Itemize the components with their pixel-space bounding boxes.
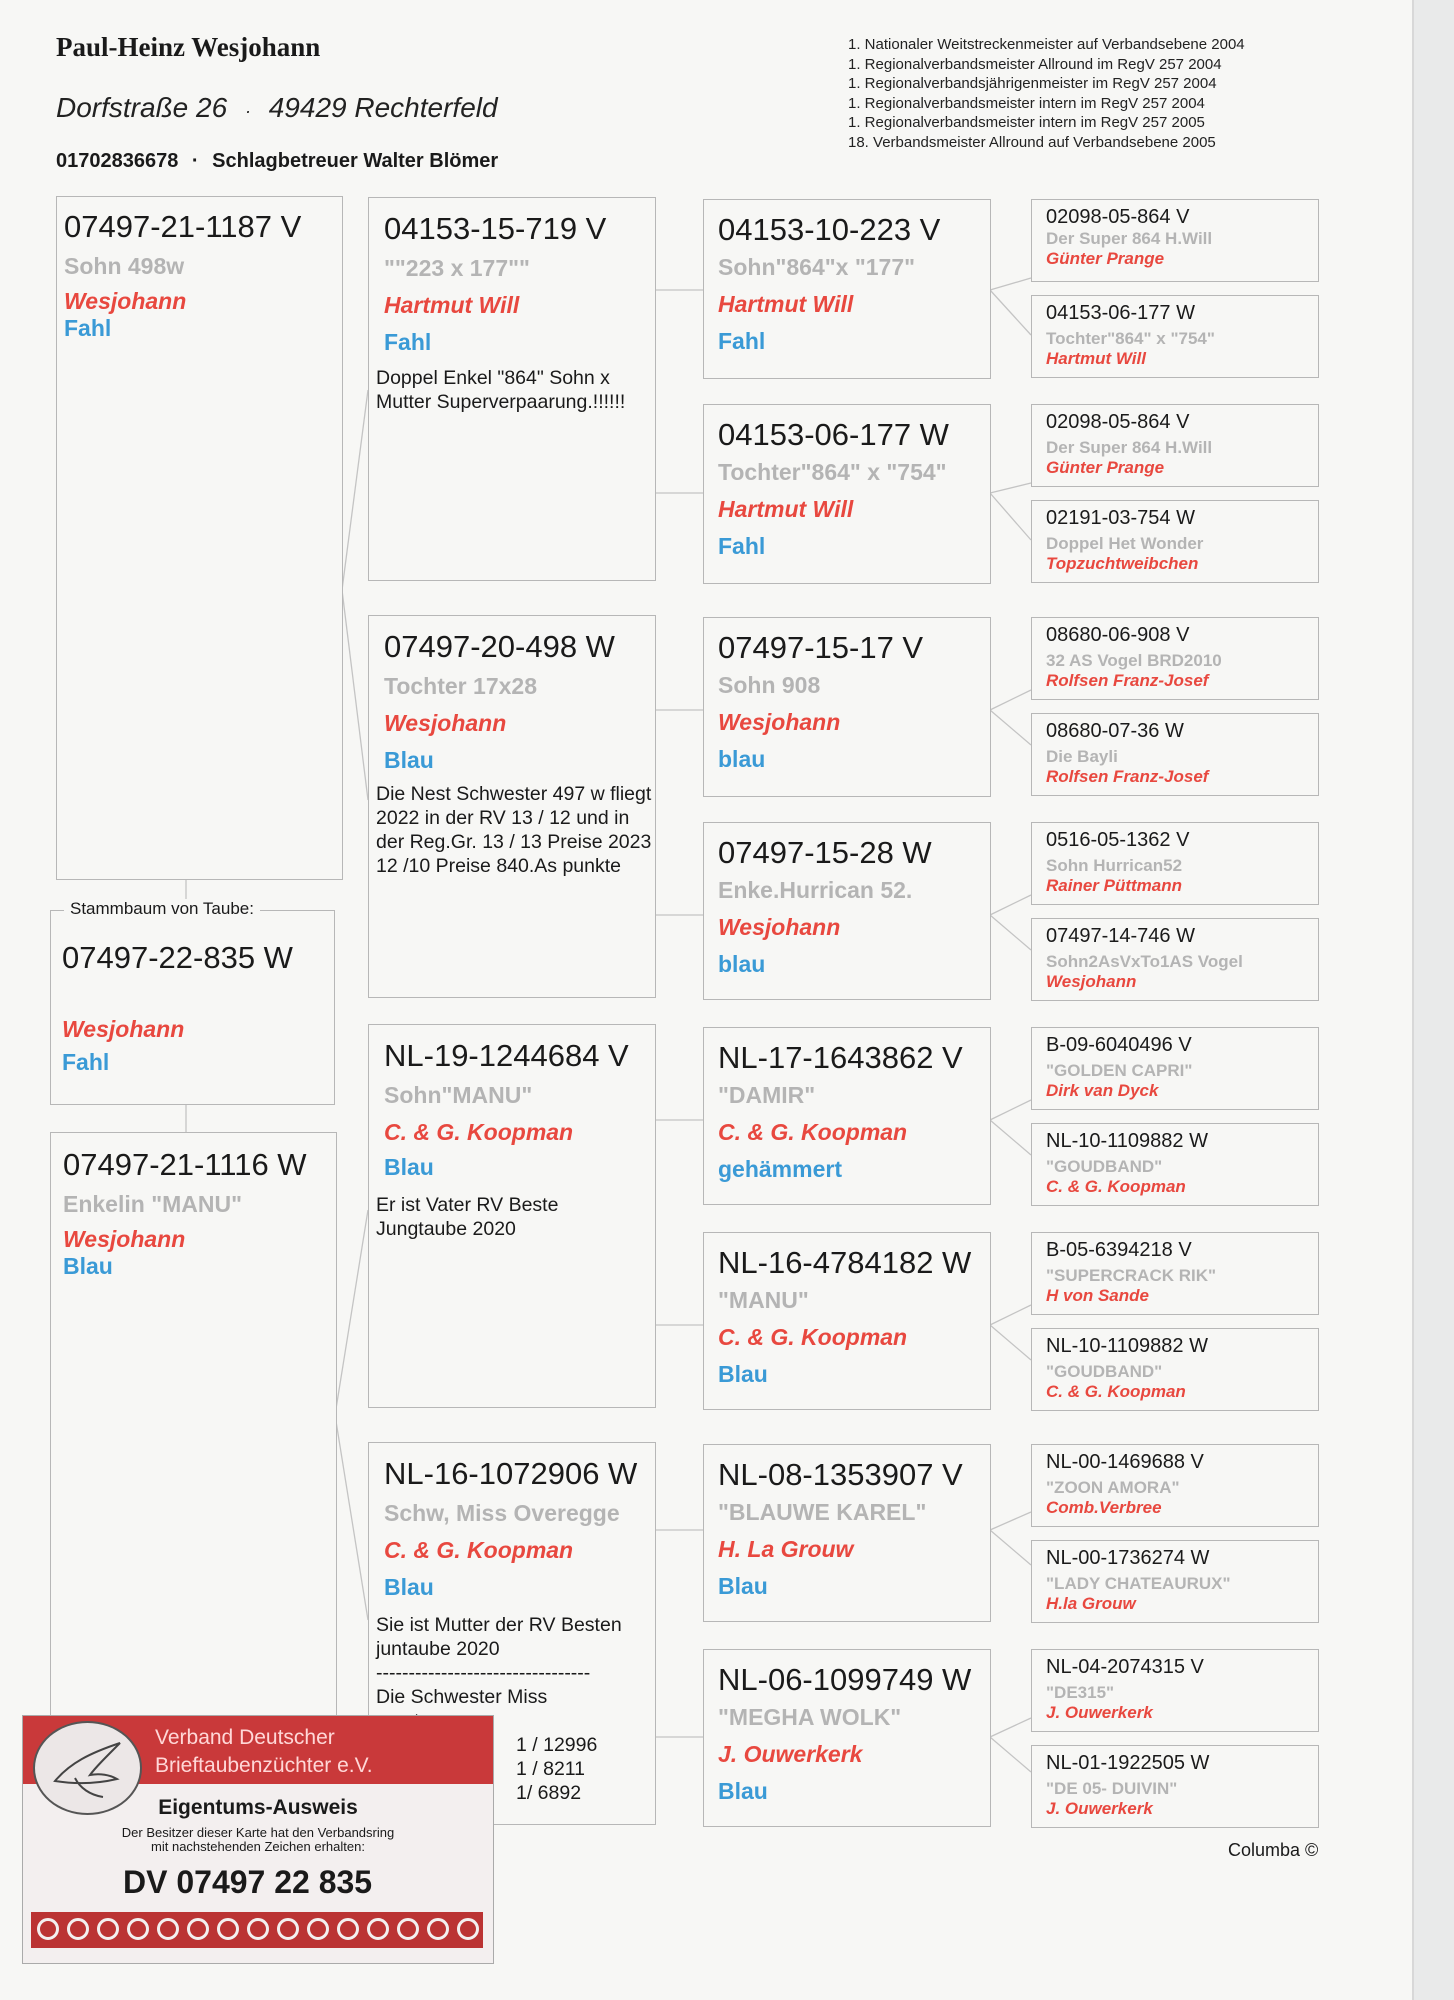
pigeon-name: "SUPERCRACK RIK" (1046, 1266, 1217, 1285)
card-text-line: mit nachstehenden Zeichen erhalten: (151, 1839, 365, 1854)
ring-number: 04153-10-223 V (718, 212, 941, 247)
pigeon-name: "BLAUWE KAREL" (718, 1499, 927, 1525)
pigeon-name: "DAMIR" (718, 1082, 816, 1108)
ring-number: 07497-15-28 W (718, 835, 932, 870)
pigeon-name: "GOUDBAND" (1046, 1157, 1163, 1176)
great-grandparent-card[interactable] (703, 1649, 991, 1827)
pigeon-name: Sohn Hurrican52 (1046, 856, 1183, 875)
ring-number: 07497-14-746 W (1046, 925, 1195, 947)
gg-grandparent-card[interactable] (1031, 1444, 1319, 1527)
breeder-name: Rolfsen Franz-Josef (1046, 767, 1209, 786)
card-title: Eigentums-Ausweis (158, 1796, 358, 1819)
color-label: Blau (718, 1361, 768, 1387)
breeder-name: C. & G. Koopman (718, 1119, 908, 1145)
card-org-line: Brieftaubenzüchter e.V. (155, 1754, 373, 1777)
achievement-item: 18. Verbandsmeister Allround auf Verbandsebene 2005 (848, 133, 1216, 151)
breeder-name: H. La Grouw (718, 1536, 854, 1562)
pigeon-name: Enke.Hurrican 52. (718, 877, 913, 903)
ring-number: NL-10-1109882 W (1046, 1130, 1208, 1152)
great-grandparent-card[interactable] (703, 199, 991, 379)
grandparent-card[interactable] (368, 197, 656, 581)
grandparent-card[interactable] (368, 1024, 656, 1408)
breeder-name: Dirk van Dyck (1046, 1081, 1159, 1100)
pigeon-name: Sohn2AsVxTo1AS Vogel (1046, 952, 1243, 971)
mother-card[interactable] (50, 1132, 337, 1717)
breeder-name: Wesjohann (718, 709, 841, 735)
pigeon-name: "MEGHA WOLK" (718, 1704, 902, 1730)
breeder-name: Wesjohann (64, 288, 187, 314)
pigeon-name: Der Super 864 H.Will (1046, 229, 1213, 248)
gg-grandparent-card[interactable] (1031, 1649, 1319, 1732)
breeder-name: Rainer Püttmann (1046, 876, 1183, 895)
ring-number: 07497-21-1187 V (64, 209, 302, 244)
breeder-name: C. & G. Koopman (384, 1537, 574, 1563)
ring-number: NL-04-2074315 V (1046, 1656, 1204, 1678)
breeder-name: Hartmut Will (1046, 349, 1146, 368)
breeder-name: Wesjohann (63, 1226, 186, 1252)
father-card[interactable] (56, 196, 343, 880)
pigeon-name: "LADY CHATEAURUX" (1046, 1574, 1231, 1593)
breeder-name: C. & G. Koopman (1046, 1177, 1186, 1196)
ring-number: 02098-05-864 V (1046, 411, 1190, 433)
breeder-name: Hartmut Will (718, 291, 854, 317)
gg-grandparent-card[interactable] (1031, 918, 1319, 1001)
card-text-line: Der Besitzer dieser Karte hat den Verbandsring (121, 1825, 395, 1840)
card-org (155, 1724, 373, 1780)
pigeon-name: Tochter 17x28 (384, 673, 537, 699)
note-line: 1 / 8211 (516, 1758, 586, 1780)
gg-grandparent-card[interactable] (1031, 1540, 1319, 1623)
achievement-item: 1. Regionalverbandsmeister intern im RegV 257 2005 (848, 114, 1205, 131)
ring-number: 07497-15-17 V (718, 630, 924, 665)
ring-number: NL-16-4784182 W (718, 1245, 972, 1280)
pigeon-name: 32 AS Vogel BRD2010 (1046, 651, 1222, 670)
caretaker: Schlagbetreuer Walter Blömer (212, 150, 499, 172)
address-street: Dorfstraße 26 (56, 92, 228, 123)
ring-number: 08680-06-908 V (1046, 624, 1190, 646)
gg-grandparent-card[interactable] (1031, 713, 1319, 796)
breeder-name: C. & G. Koopman (384, 1119, 574, 1145)
pigeon-name: "MANU" (718, 1287, 809, 1313)
great-grandparent-card[interactable] (703, 1027, 991, 1205)
breeder-name: Wesjohann (384, 710, 507, 736)
great-grandparent-card[interactable] (703, 404, 991, 584)
pigeon-name: "DE315" (1046, 1683, 1115, 1702)
achievement-item: 1. Regionalverbandsjährigenmeister im RegV 257 2004 (848, 75, 1217, 92)
ring-number: 02191-03-754 W (1046, 507, 1195, 529)
pigeon-name: ""223 x 177"" (384, 255, 530, 281)
card-text (23, 1826, 493, 1854)
pigeon-name: Schw, Miss Overegge (384, 1500, 620, 1526)
ring-number: NL-16-1072906 W (384, 1456, 638, 1491)
color-label: gehämmert (718, 1156, 842, 1182)
breeder-name: J. Ouwerkerk (718, 1741, 863, 1767)
ring-number: NL-10-1109882 W (1046, 1335, 1208, 1357)
gg-grandparent-card[interactable] (1031, 500, 1319, 583)
breeder-name: H.la Grouw (1046, 1594, 1136, 1613)
breeder-name: J. Ouwerkerk (1046, 1799, 1153, 1818)
pigeon-note: Die Nest Schwester 497 w fliegt 2022 in der RV 13 / 12 und in der Reg.Gr. 13 / 13 Preise 2023 12 /10 Preise 840.As punkte (376, 783, 652, 877)
gg-grandparent-card[interactable] (1031, 1745, 1319, 1828)
grandparent-card[interactable] (368, 615, 656, 998)
card-ring-number: DV 07497 22 835 (123, 1864, 373, 1900)
breeder-name: H von Sande (1046, 1286, 1149, 1305)
color-label: Blau (718, 1778, 768, 1804)
note-line: Die Schwester Miss (376, 1686, 548, 1708)
ring-number: 07497-22-835 W (62, 940, 293, 975)
ring-number: 04153-06-177 W (718, 417, 949, 452)
pigeon-name: Sohn 908 (718, 672, 821, 698)
card-ornament-band (31, 1912, 483, 1948)
pigeon-name: Doppel Het Wonder (1046, 534, 1204, 553)
pigeon-note: Sie ist Mutter der RV Besten juntaube 2020 (376, 1614, 622, 1660)
ring-number: 02098-05-864 V (1046, 206, 1190, 228)
ownership-card (22, 1715, 494, 1964)
breeder-name: C. & G. Koopman (1046, 1382, 1186, 1401)
address-separator: · (244, 101, 251, 121)
gg-grandparent-card[interactable] (1031, 617, 1319, 700)
gg-grandparent-card[interactable] (1031, 404, 1319, 487)
color-label: Blau (384, 747, 434, 773)
address-city: 49429 Rechterfeld (268, 92, 498, 123)
ring-number: 07497-20-498 W (384, 629, 615, 664)
ring-number: NL-01-1922505 W (1046, 1752, 1210, 1774)
ring-number: 07497-21-1116 W (63, 1147, 307, 1182)
color-label: Blau (63, 1253, 113, 1279)
breeder-name: Wesjohann (62, 1016, 185, 1042)
ring-number: 04153-06-177 W (1046, 302, 1195, 324)
breeder-name: Günter Prange (1046, 458, 1165, 477)
pigeon-name: "ZOON AMORA" (1046, 1478, 1180, 1497)
gg-grandparent-card[interactable] (1031, 1328, 1319, 1411)
achievement-item: 1. Nationaler Weitstreckenmeister auf Verbandsebene 2004 (848, 36, 1245, 53)
breeder-name: C. & G. Koopman (718, 1324, 908, 1350)
ring-number: NL-19-1244684 V (384, 1038, 629, 1073)
note-line: 1 / 12996 (516, 1734, 598, 1756)
gg-grandparent-card[interactable] (1031, 1232, 1319, 1315)
ring-number: NL-17-1643862 V (718, 1040, 963, 1075)
gg-grandparent-card[interactable] (1031, 1027, 1319, 1110)
subject-label: Stammbaum von Taube: (64, 899, 260, 919)
ring-number: NL-00-1469688 V (1046, 1451, 1204, 1473)
copyright: Columba © (1228, 1840, 1319, 1860)
ring-number: 0516-05-1362 V (1046, 829, 1190, 851)
great-grandparent-card[interactable] (703, 1232, 991, 1410)
breeder-name: Wesjohann (1046, 972, 1137, 991)
note-line: 1/ 6892 (516, 1782, 582, 1804)
gg-grandparent-card[interactable] (1031, 295, 1319, 378)
ring-number: B-09-6040496 V (1046, 1034, 1192, 1056)
ring-number: NL-08-1353907 V (718, 1457, 963, 1492)
phone: 01702836678 (56, 150, 179, 172)
color-label: Blau (384, 1574, 434, 1600)
color-label: Fahl (718, 533, 766, 559)
pigeon-name: "GOUDBAND" (1046, 1362, 1163, 1381)
breeder-name: Topzuchtweibchen (1046, 554, 1199, 573)
pigeon-note: Er ist Vater RV Beste Jungtaube 2020 (376, 1194, 559, 1240)
ring-number: 08680-07-36 W (1046, 720, 1184, 742)
gg-grandparent-card[interactable] (1031, 822, 1319, 905)
ring-number: NL-00-1736274 W (1046, 1547, 1210, 1569)
pigeon-name: "GOLDEN CAPRI" (1046, 1061, 1193, 1080)
pigeon-name: Der Super 864 H.Will (1046, 438, 1213, 457)
gg-grandparent-card[interactable] (1031, 1123, 1319, 1206)
color-label: Fahl (718, 328, 766, 354)
pigeon-name: Die Bayli (1046, 747, 1118, 766)
pigeon-name: Tochter"864" x "754" (1046, 329, 1215, 348)
color-label: Fahl (62, 1049, 110, 1075)
subject-card[interactable] (62, 940, 293, 1076)
great-grandparent-card[interactable] (703, 822, 991, 1000)
phone-separator: · (191, 150, 199, 172)
ring-number: NL-06-1099749 W (718, 1662, 972, 1697)
breeder-name: Rolfsen Franz-Josef (1046, 671, 1209, 690)
pigeon-name: Tochter"864" x "754" (718, 459, 947, 485)
breeder-name: Wesjohann (718, 914, 841, 940)
color-label: blau (718, 951, 766, 977)
achievement-item: 1. Regionalverbandsmeister intern im RegV 257 2004 (848, 94, 1205, 112)
pigeon-name: Sohn"864"x "177" (718, 254, 916, 280)
pigeon-name: Enkelin "MANU" (63, 1191, 242, 1217)
ring-number: B-05-6394218 V (1046, 1239, 1192, 1261)
note-line: --------------------------------- (376, 1662, 591, 1684)
color-label: Blau (384, 1154, 434, 1180)
card-org-line: Verband Deutscher (155, 1726, 335, 1749)
great-grandparent-card[interactable] (703, 617, 991, 797)
color-label: Fahl (384, 329, 432, 355)
breeder-name: Hartmut Will (384, 292, 520, 318)
owner-name: Paul-Heinz Wesjohann (56, 32, 321, 62)
gg-grandparent-card[interactable] (1031, 199, 1319, 282)
ring-number: 04153-15-719 V (384, 211, 607, 246)
pigeon-name: "DE 05- DUIVIN" (1046, 1779, 1178, 1798)
pigeon-note: Doppel Enkel "864" Sohn x Mutter Superverpaarung.!!!!!! (376, 367, 626, 413)
breeder-name: Comb.Verbree (1046, 1498, 1162, 1517)
color-label: Blau (718, 1573, 768, 1599)
achievement-item: 1. Regionalverbandsmeister Allround im RegV 257 2004 (848, 55, 1222, 73)
breeder-name: Günter Prange (1046, 249, 1165, 268)
great-grandparent-card[interactable] (703, 1444, 991, 1622)
breeder-name: J. Ouwerkerk (1046, 1703, 1153, 1722)
breeder-name: Hartmut Will (718, 496, 854, 522)
color-label: blau (718, 746, 766, 772)
pigeon-name: Sohn 498w (64, 253, 185, 279)
pigeon-name: Sohn"MANU" (384, 1082, 533, 1108)
color-label: Fahl (64, 315, 112, 341)
